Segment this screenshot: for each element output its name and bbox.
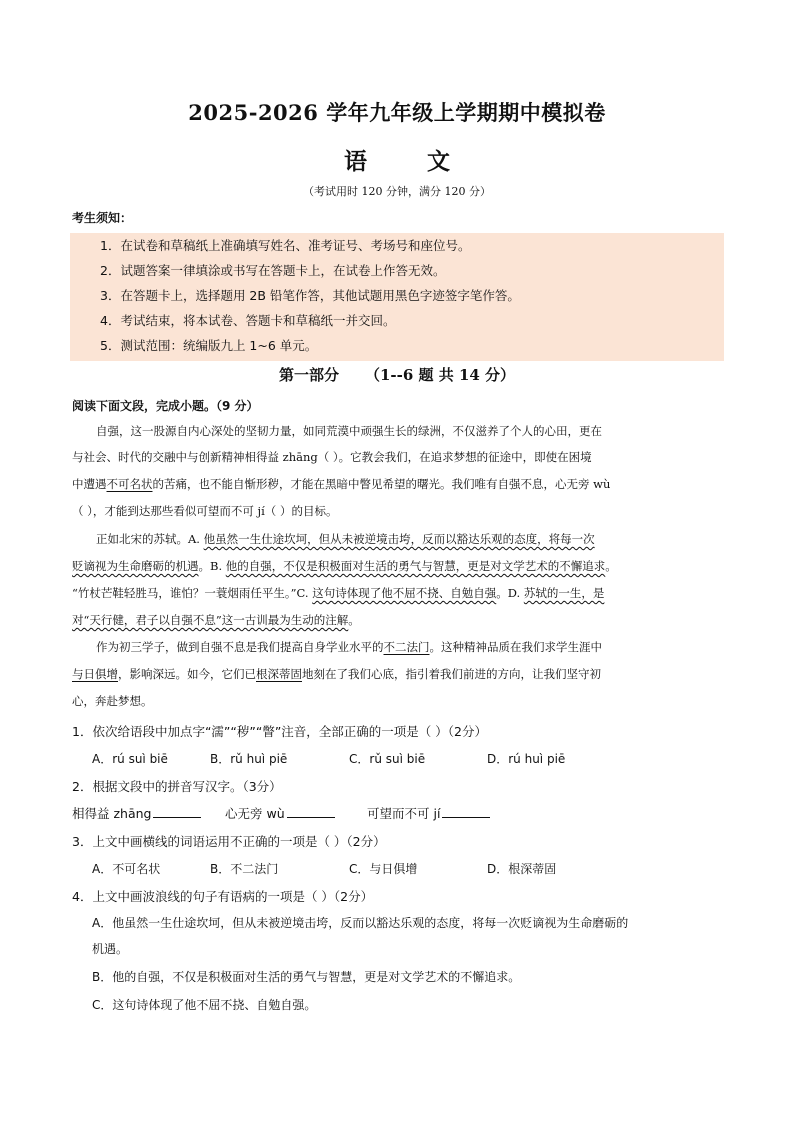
question-2-stem: 2．根据文段中的拼音写汉字。（3分） bbox=[72, 779, 282, 794]
answer-line[interactable] bbox=[442, 805, 490, 818]
underlined-word: 不可名状 bbox=[106, 477, 153, 491]
paragraph-line: 中遭遇不可名状的苦痛，也不能自惭形秽，才能在黑暗中瞥见希望的曙光。我们唯有自强不息，心无旁 wù bbox=[72, 477, 611, 491]
exam-info: （考试用时 120 分钟，满分 120 分） bbox=[303, 185, 491, 198]
paragraph-line: 与社会、时代的交融中与创新精神相得益 zhāng（ ）。它教会我们，在追求梦想的征途中，即使在困境 bbox=[72, 450, 592, 464]
paragraph-line bbox=[72, 666, 724, 682]
text-span: 地刻在了我们心底，指引着我们前进的方向，让我们坚守初 bbox=[302, 667, 601, 681]
question-1-stem: 1．依次给语段中加点字“濡”“秽”“瞥”注音，全部正确的一项是（ ）（2分） bbox=[72, 724, 487, 739]
sentence-marker: 。B. bbox=[198, 559, 226, 573]
wavy-sentence: 这句诗体现了他不屈不挠、自勉自强 bbox=[312, 586, 497, 600]
paragraph-line: 自强，这一股源自内心深处的坚韧力量，如同荒漠中顽强生长的绿洲，不仅滋养了个人的心田，更在 bbox=[96, 424, 602, 438]
answer-line[interactable] bbox=[287, 805, 335, 818]
text-span: 作为初三学子，做到自强不息是我们提高自身学业水平的 bbox=[96, 640, 384, 654]
punctuation: 。 bbox=[605, 559, 617, 573]
sentence-marker: 。D. bbox=[496, 586, 524, 600]
blank-label: 相得益 zhāng bbox=[72, 806, 152, 821]
subject-title: 语 文 bbox=[343, 148, 476, 175]
text-span: ，影响深远。如今，它们已 bbox=[118, 667, 256, 681]
question-4-stem: 4．上文中画波浪线的句子有语病的一项是（ ）（2分） bbox=[72, 889, 374, 904]
part-range: （1--6 题 共 14 分） bbox=[364, 366, 516, 384]
underlined-word: 不二法门 bbox=[383, 640, 430, 654]
q3-option-c[interactable]: C．与日俱增 bbox=[349, 862, 418, 876]
notice-title: 考生须知： bbox=[72, 211, 133, 225]
paragraph-line bbox=[72, 531, 724, 547]
wavy-sentence: 他的自强，不仅是积极面对生活的勇气与智慧，更是对文学艺术的不懈追求 bbox=[225, 559, 606, 573]
paragraph-line: （ ），才能到达那些看似可望而不可 jí（ ）的目标。 bbox=[72, 504, 338, 518]
paragraph-line bbox=[72, 585, 724, 601]
paragraph-line bbox=[72, 612, 724, 628]
punctuation: 。 bbox=[348, 613, 360, 627]
underlined-word: 根深蒂固 bbox=[256, 667, 302, 681]
notice-item: 5．测试范围：统编版九上 1~6 单元。 bbox=[100, 338, 318, 353]
paragraph-line: 心，奔赴梦想。 bbox=[72, 694, 153, 708]
poem-quote: “竹杖芒鞋轻胜马，谁怕？一蓑烟雨任平生。”C. bbox=[72, 586, 313, 600]
q2-blank-3[interactable] bbox=[367, 804, 490, 822]
q4-option-a-cont[interactable]: 机遇。 bbox=[92, 942, 129, 956]
reading-instruction: 阅读下面文段，完成小题。（9 分） bbox=[72, 399, 259, 413]
wavy-sentence: 对“天行健，君子以自强不息”这一古训最为生动的注解 bbox=[72, 613, 349, 627]
blank-label: 心无旁 wù bbox=[225, 806, 285, 821]
sentence-marker: 正如北宋的苏轼。A. bbox=[96, 532, 204, 546]
q1-option-b[interactable]: B．rǔ huì piē bbox=[210, 752, 288, 766]
wavy-sentence: 他虽然一生仕途坎坷，但从未被逆境击垮，反而以豁达乐观的态度，将每一次 bbox=[203, 532, 595, 546]
notice-box bbox=[70, 233, 724, 361]
q1-option-c[interactable]: C．rǔ suì biē bbox=[349, 752, 426, 766]
question-3-stem: 3．上文中画横线的词语运用不正确的一项是（ ）（2分） bbox=[72, 834, 386, 849]
part-label: 第一部分 bbox=[278, 366, 339, 384]
text-span: 。这种精神品质在我们求学生涯中 bbox=[429, 640, 602, 654]
q3-option-b[interactable]: B．不二法门 bbox=[210, 862, 279, 876]
q4-option-b[interactable]: B．他的自强，不仅是积极面对生活的勇气与智慧，更是对文学艺术的不懈追求。 bbox=[92, 970, 521, 984]
paragraph-line bbox=[72, 639, 724, 655]
notice-item: 2．试题答案一律填涂或书写在答题卡上，在试卷上作答无效。 bbox=[100, 263, 446, 278]
q1-option-a[interactable]: A．rú suì biē bbox=[92, 752, 168, 766]
q2-blank-2[interactable] bbox=[225, 804, 335, 822]
part-heading bbox=[0, 364, 794, 385]
q4-option-a[interactable]: A．他虽然一生仕途坎坷，但从未被逆境击垮，反而以豁达乐观的态度，将每一次贬谪视为生命磨砺的 bbox=[92, 916, 629, 930]
exam-title: 2025-2026 学年九年级上学期期中模拟卷 bbox=[188, 100, 606, 125]
answer-line[interactable] bbox=[153, 805, 201, 818]
notice-item: 3．在答题卡上，选择题用 2B 铅笔作答，其他试题用黑色字迹签字笔作答。 bbox=[100, 288, 520, 303]
q3-option-d[interactable]: D．根深蒂固 bbox=[487, 862, 557, 876]
q3-option-a[interactable]: A．不可名状 bbox=[92, 862, 161, 876]
q1-option-d[interactable]: D．rú huì piē bbox=[487, 752, 566, 766]
notice-item: 1．在试卷和草稿纸上准确填写姓名、准考证号、考场号和座位号。 bbox=[100, 238, 471, 253]
wavy-sentence: 贬谪视为生命磨砺的机遇 bbox=[72, 559, 199, 573]
q4-option-c[interactable]: C．这句诗体现了他不屈不挠、自勉自强。 bbox=[92, 998, 317, 1012]
blank-label: 可望而不可 jí bbox=[367, 806, 441, 821]
q2-blank-1[interactable] bbox=[72, 804, 201, 822]
underlined-word: 与日俱增 bbox=[72, 667, 118, 681]
notice-item: 4．考试结束，将本试卷、答题卡和草稿纸一并交回。 bbox=[100, 313, 396, 328]
wavy-sentence: 苏轼的一生，是 bbox=[523, 586, 605, 600]
paragraph-line bbox=[72, 558, 724, 574]
